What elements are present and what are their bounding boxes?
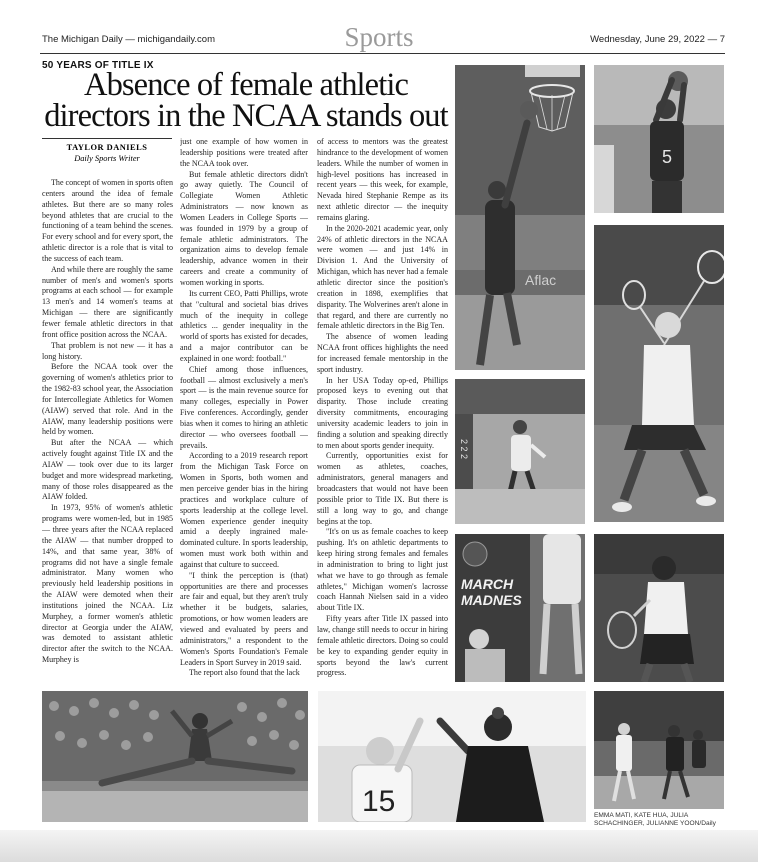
article-paragraph: In 1973, 95% of women's athletic programs were women-led, but in 1985 — three years after the NCAA replaced the AIAW — that number dropped to 14%, and that same year, 38% of programs did not have a single female administrator. Many women who previously held leadership positions in the AIAW were demoted when their institutions joined the NCAA. Liz Murphey, a former women's athletic director at Georgia under the AIAW, was demoted to assistant athletic director after the switch to the NCAA. Murphey is: [42, 503, 173, 665]
header-publication: The Michigan Daily — michigandaily.com: [42, 34, 215, 45]
photo-softball-fielder: [455, 379, 585, 524]
photo-gymnast: [42, 691, 308, 822]
article-paragraph: of access to mentors was the greatest hindrance to the development of women leaders. While the number of women in high-level positions has increased in recent years — this week, for example, Nevada hired Stephanie Rempe as its next athletic director — the inequity remains glaring.: [317, 137, 448, 222]
article-paragraph: The report also found that the lack: [189, 668, 300, 678]
bench-numbers: 2 2 2: [459, 439, 469, 460]
kicker: 50 YEARS OF TITLE IX: [42, 60, 154, 71]
article-paragraph: Its current CEO, Patti Phillips, wrote that "cultural and societal bias drives much of the inequity in college athletics ... gender inequality in the world of sports has existed for decades, and a major contributor can be explained in one word: football.": [180, 288, 308, 363]
byline-rule: [42, 138, 172, 139]
photo-march-madness: [455, 534, 585, 682]
article-paragraph: In her USA Today op-ed, Phillips proposed keys to evening out that disparity. Those include creating diversity commitments, encouraging university academic leaders to join in finding a solution and speaking directly to men about sports gender inequity.: [317, 375, 448, 450]
article-paragraph: And while there are roughly the same number of men's and women's sports programs at each school — for example 13 men's and 14 women's teams at Michigan — there are significantly fewer female athletic directors in that front office position across the NCAA.: [42, 264, 173, 339]
article-paragraph: According to a 2019 research report from the Michigan Task Force on Women in Sports, both women and men perceive gender bias in the hiring practices and workplace culture of sports leadership at the college level. Women experience gender inequity amid a deeply ingrained male-dominated culture. In sports leadership, women must work both within and against that culture to succeed.: [180, 451, 308, 569]
byline-name: TAYLOR DANIELS: [66, 143, 148, 152]
photo-coach-high-five: [318, 691, 586, 822]
article-paragraph: "I think the perception is (that) opportunities are there and processes are fair and equal, but they aren't truly whether it be budgets, salaries, promotions, or how women leaders are viewed and evaluated by peers and administrators," a respondent to the Women's Sports Foundation's Female Leaders in Sport Survey in 2019 said.: [180, 570, 308, 667]
photo-lacrosse-player: [594, 225, 724, 522]
banner-march: MARCH: [461, 576, 514, 592]
photo-basketball-shooter: [594, 65, 724, 213]
article-column-3: [317, 137, 448, 682]
article-paragraph: That problem is not new — it has a long history.: [42, 340, 173, 361]
article-paragraph: The absence of women leading NCAA front offices highlights the need for increased female mentorship in the sport industry.: [317, 332, 448, 374]
article-paragraph: But after the NCAA — which actively fought against Title IX and the AIAW — took over due to its larger budget and more widespread marketing, many of those roles disappeared as the AIAW folded.: [42, 438, 173, 502]
photo-caption: EMMA MATI, KATE HUA, JULIA SCHACHINGER, JULIANNE YOON/Daily: [594, 812, 716, 827]
headline: Absence of female athletic directors in the NCAA stands out: [44, 67, 448, 134]
header-date-page: Wednesday, June 29, 2022 — 7: [590, 34, 725, 45]
page-bottom-shadow: [0, 830, 758, 862]
section-title: Sports: [344, 22, 414, 52]
article-paragraph: Fifty years after Title IX passed into law, change still needs to occur in hiring female athletic directors. Doing so could be key to expanding gender equity in sports beyond the law's current progress.: [317, 614, 448, 678]
article-paragraph: "It's on us as female coaches to keep pushing. It's on athletic departments to keep hiring strong females and females in administration to bring to light just what we have to go through as female athletes," Michigan women's lacrosse coach Hannah Nielsen said in a video about Title IX.: [317, 527, 448, 613]
byline-role: Daily Sports Writer: [74, 154, 140, 163]
article-paragraph: Currently, opportunities exist for women as athletes, coaches, administrators, general managers and broadcasters that would not have been possible prior to Title IX. But there is still a long way to go, and change begins at the top.: [317, 451, 448, 526]
article-paragraph: The concept of women in sports often centers around the idea of female athletes. But there are so many roles beyond athletes that are crucial to the functioning of a team behind the scenes. For every school and for every sport, the athletic director is a role that is vital to the success of each team.: [42, 178, 173, 263]
article-paragraph: But female athletic directors didn't go away quietly. The Council of Collegiate Women Athletic Administrators — now known as Women Leaders in College Sports — was founded in 1979 by a group of female athletic administrators. The organization aims to develop female leadership, advance women in their careers and create a community of women working in sports.: [180, 169, 308, 287]
banner-madness: MADNES: [461, 592, 522, 608]
article-paragraph: Chief among those influences, football — almost exclusively a men's sport — is the main revenue source for many colleges, especially in Power Five conferences. Accordingly, gender bias when it comes to hiring an athletic director — who oversees football — prevails.: [180, 364, 308, 450]
jersey-number-5: 5: [662, 147, 673, 167]
svg-text:Aflac: Aflac: [525, 272, 557, 288]
article-column-2: [180, 137, 308, 711]
header-rule: [40, 53, 725, 54]
photo-basketball-game: [594, 691, 724, 809]
jersey-number-15: 15: [362, 785, 396, 818]
article-paragraph: In the 2020-2021 academic year, only 24% of athletic directors in the NCAA were women — and just 14% in Division 1. And the University of Michigan, which has never had a female athletic director since the position's creation in 1898, exemplifies that disparity. The Wolverines aren't alone in that regard, and there are currently no female athletic directors in the Big Ten.: [317, 223, 448, 331]
article-paragraph: just one example of how women in leadership positions were treated after the NCAA took over.: [180, 137, 308, 168]
photo-tennis-player: [594, 534, 724, 682]
article-column-1: [42, 178, 173, 684]
photo-basketball-layup: [455, 65, 585, 370]
article-paragraph: Before the NCAA took over the governing of women's athletics prior to the 1982-83 school year, the Association for Intercollegiate Athletics for Women (AIAW) served that role. And in the AIAW, many leadership positions were held by women.: [42, 362, 173, 437]
